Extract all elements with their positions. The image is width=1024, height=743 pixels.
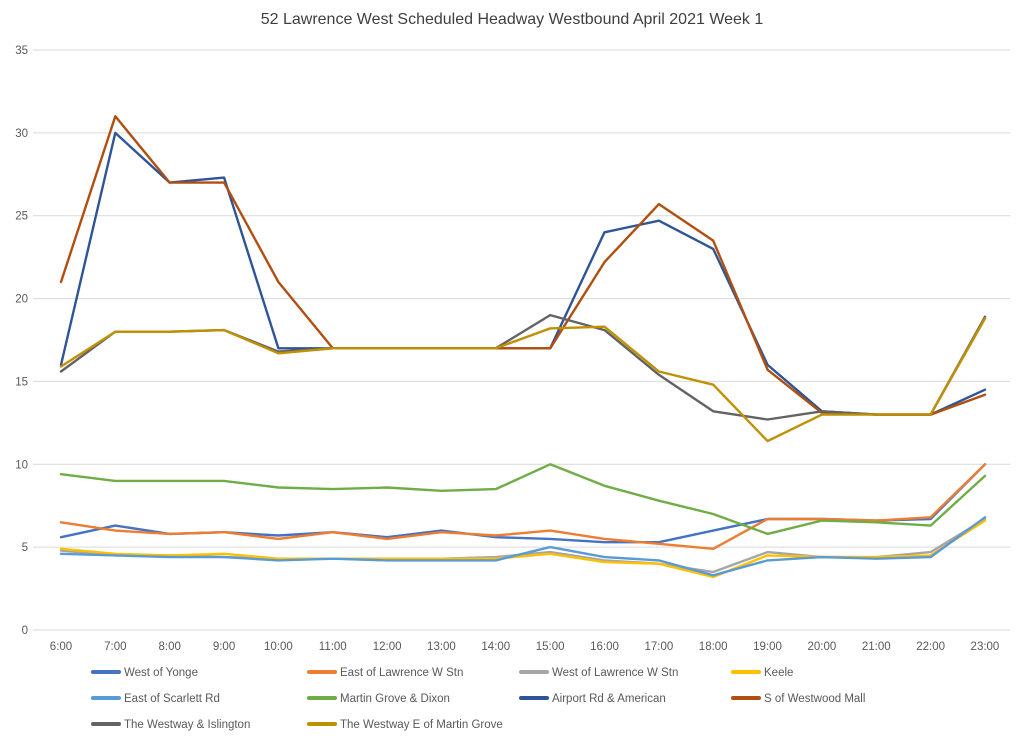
legend-marker-east-of-lawrence-w-stn bbox=[307, 670, 337, 674]
x-tick-label-18-00: 18:00 bbox=[698, 641, 728, 653]
legend-label-the-westway-e-of-martin-grove: The Westway E of Martin Grove bbox=[340, 719, 503, 731]
chart-title: 52 Lawrence West Scheduled Headway Westbound April 2021 Week 1 bbox=[260, 11, 764, 28]
y-tick-label-35: 35 bbox=[15, 45, 28, 57]
x-tick-label-12-00: 12:00 bbox=[372, 641, 402, 653]
y-tick-label-30: 30 bbox=[15, 127, 28, 140]
legend-item-west-of-lawrence-w-stn bbox=[519, 667, 678, 679]
x-tick-label-20-00: 20:00 bbox=[807, 641, 837, 653]
legend-item-west-of-yonge bbox=[91, 667, 198, 679]
legend-label-west-of-lawrence-w-stn: West of Lawrence W Stn bbox=[552, 667, 679, 679]
legend-label-martin-grove-dixon: Martin Grove & Dixon bbox=[340, 693, 450, 705]
legend-label-east-of-scarlett-rd: East of Scarlett Rd bbox=[124, 693, 220, 705]
legend-label-keele: Keele bbox=[764, 667, 794, 679]
y-axis-tick-labels bbox=[15, 45, 28, 637]
series-line-airport-rd-american bbox=[61, 133, 985, 415]
legend-marker-east-of-scarlett-rd bbox=[91, 696, 121, 700]
x-tick-label-23-00: 23:00 bbox=[970, 641, 1000, 653]
legend-item-the-westway-e-of-martin-grove bbox=[307, 719, 503, 731]
x-tick-label-19-00: 19:00 bbox=[753, 641, 782, 653]
y-tick-label-0: 0 bbox=[21, 625, 28, 637]
legend-marker-west-of-yonge bbox=[91, 670, 121, 674]
x-tick-label-10-00: 10:00 bbox=[264, 641, 293, 653]
x-tick-label-9-00: 9:00 bbox=[212, 641, 236, 653]
x-tick-label-11-00: 11:00 bbox=[318, 641, 347, 653]
legend-item-east-of-scarlett-rd bbox=[91, 693, 220, 705]
legend-label-airport-rd-american: Airport Rd & American bbox=[552, 693, 666, 705]
legend-marker-s-of-westwood-mall bbox=[731, 696, 761, 700]
legend-item-east-of-lawrence-w-stn bbox=[307, 667, 463, 679]
legend-item-martin-grove-dixon bbox=[307, 693, 450, 705]
x-tick-label-16-00: 16:00 bbox=[590, 641, 619, 653]
x-tick-label-7-00: 7:00 bbox=[104, 641, 127, 653]
series-line-west-of-lawrence-w-stn bbox=[61, 519, 985, 572]
series-lines bbox=[61, 116, 985, 577]
legend-marker-the-westway-e-of-martin-grove bbox=[307, 722, 337, 726]
y-tick-label-15: 15 bbox=[15, 376, 28, 389]
legend-marker-keele bbox=[731, 670, 761, 674]
y-tick-label-10: 10 bbox=[15, 459, 28, 472]
legend-marker-airport-rd-american bbox=[519, 696, 549, 700]
x-tick-label-8-00: 8:00 bbox=[158, 641, 181, 653]
legend-label-the-westway-islington: The Westway & Islington bbox=[124, 719, 251, 731]
legend-item-keele bbox=[731, 667, 793, 679]
legend-label-west-of-yonge: West of Yonge bbox=[124, 667, 198, 679]
series-line-east-of-scarlett-rd bbox=[61, 517, 985, 575]
x-tick-label-13-00: 13:00 bbox=[427, 641, 456, 653]
series-line-s-of-westwood-mall bbox=[61, 116, 985, 414]
series-line-the-westway-e-of-martin-grove bbox=[61, 319, 985, 442]
x-tick-label-21-00: 21:00 bbox=[861, 641, 891, 653]
y-tick-label-20: 20 bbox=[15, 293, 28, 306]
legend-marker-west-of-lawrence-w-stn bbox=[519, 670, 549, 674]
legend-item-the-westway-islington bbox=[91, 719, 250, 731]
x-tick-label-22-00: 22:00 bbox=[916, 641, 945, 653]
x-tick-label-14-00: 14:00 bbox=[481, 641, 511, 653]
y-tick-label-5: 5 bbox=[21, 542, 28, 555]
y-tick-label-25: 25 bbox=[15, 210, 28, 223]
series-line-keele bbox=[61, 521, 985, 577]
legend-item-s-of-westwood-mall bbox=[731, 693, 865, 705]
legend-label-east-of-lawrence-w-stn: East of Lawrence W Stn bbox=[340, 667, 464, 679]
legend-marker-martin-grove-dixon bbox=[307, 696, 337, 700]
legend-marker-the-westway-islington bbox=[91, 722, 121, 726]
series-line-martin-grove-dixon bbox=[61, 464, 985, 534]
legend-label-s-of-westwood-mall: S of Westwood Mall bbox=[764, 693, 866, 705]
x-tick-label-17-00: 17:00 bbox=[644, 641, 674, 653]
x-tick-label-15-00: 15:00 bbox=[535, 641, 565, 653]
legend bbox=[91, 667, 865, 731]
legend-item-airport-rd-american bbox=[519, 693, 666, 705]
x-axis-tick-labels bbox=[50, 641, 1000, 653]
x-tick-label-6-00: 6:00 bbox=[49, 641, 73, 653]
